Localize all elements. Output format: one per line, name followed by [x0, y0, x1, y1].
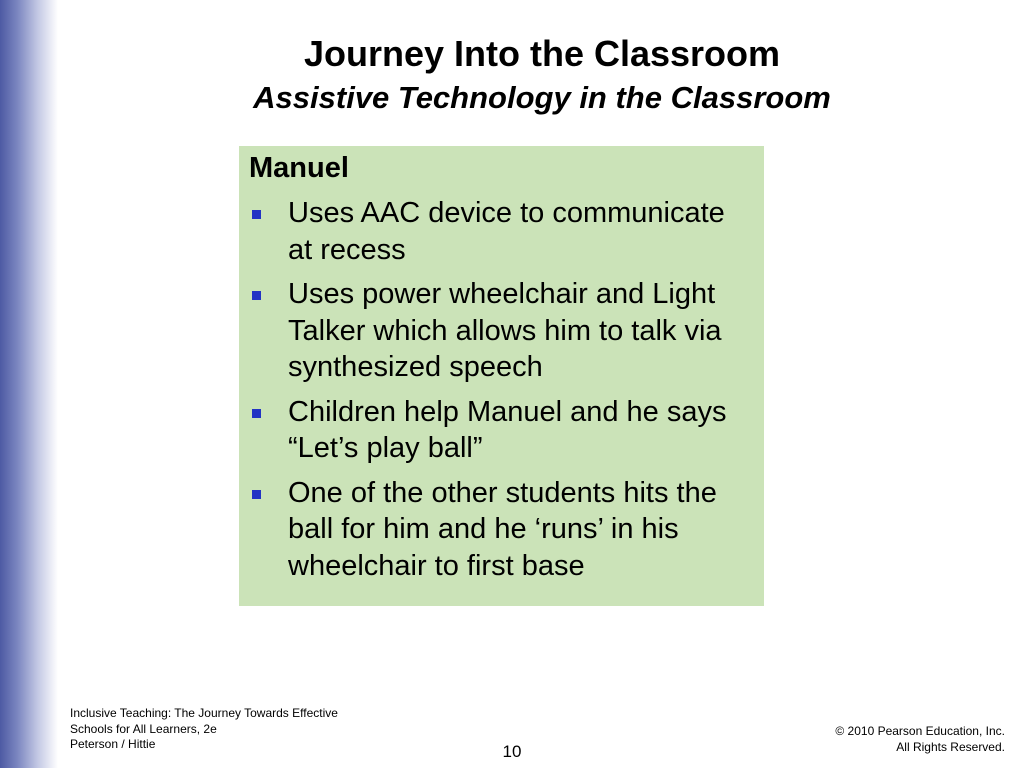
bullet-text: Uses power wheelchair and Light Talker which allows him to talk via synthesized speech [288, 278, 722, 383]
box-heading: Manuel [249, 152, 349, 184]
content-box [239, 146, 764, 606]
page-number: 10 [502, 742, 522, 761]
footer-line: Schools for All Learners, 2e [70, 721, 217, 736]
decorative-side-band [0, 0, 58, 768]
slide-subtitle: Assistive Technology in the Classroom [253, 80, 831, 115]
bullet-item [249, 394, 754, 467]
footer-line: © 2010 Pearson Education, Inc. [835, 724, 1005, 738]
bullet-text: Children help Manuel and he says “Let’s play ball” [288, 395, 727, 464]
footer-line: All Rights Reserved. [896, 740, 1005, 754]
slide-title: Journey Into the Classroom [303, 33, 781, 74]
bullet-text: One of the other students hits the ball for him and he ‘runs’ in his wheelchair to first base [288, 476, 717, 582]
square-bullet-icon [252, 210, 261, 219]
bullet-text: Uses AAC device to communicate at recess [288, 197, 725, 266]
bullet-item [249, 276, 754, 386]
footer-copyright [835, 723, 1005, 755]
footer-line: Inclusive Teaching: The Journey Towards Effective [70, 706, 338, 720]
square-bullet-icon [252, 291, 261, 300]
footer-line: Peterson / Hittie [70, 737, 156, 751]
square-bullet-icon [252, 490, 261, 499]
bullet-item [249, 475, 754, 585]
bullet-list [249, 195, 754, 584]
bullet-item [249, 195, 754, 268]
square-bullet-icon [252, 409, 261, 418]
